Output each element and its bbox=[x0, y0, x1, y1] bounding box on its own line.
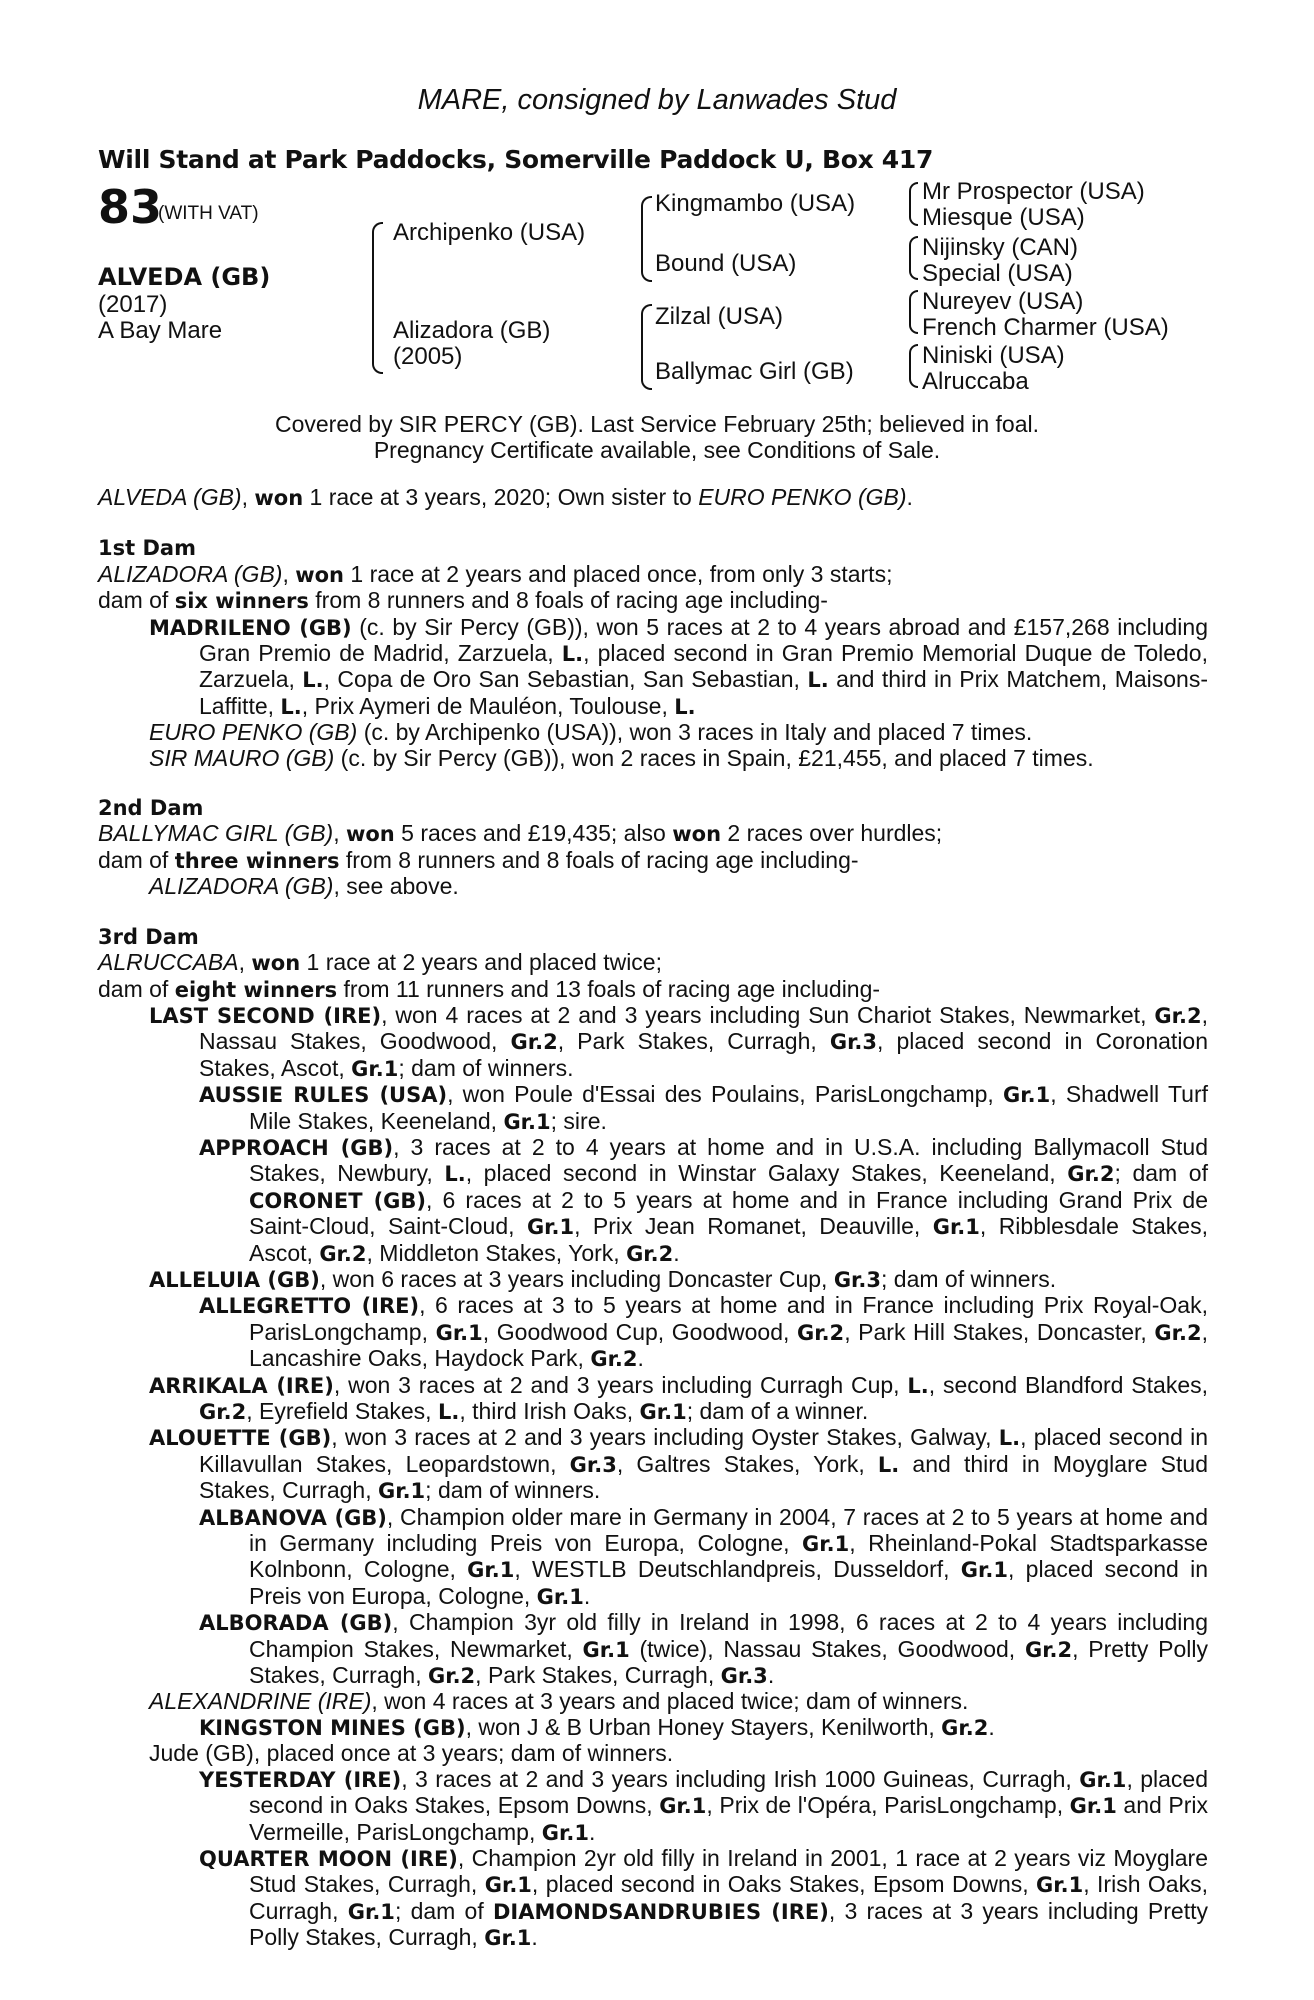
pedigree-sire: Archipenko (USA) bbox=[393, 219, 586, 246]
covered-line-2: Pregnancy Certificate available, see Conditions of Sale. bbox=[373, 437, 941, 463]
entry-sir-mauro: SIR MAURO (GB) (c. by Sir Percy (GB)), won 2 races in Spain, £21,455, and placed 7 times. bbox=[149, 744, 1094, 771]
first-dam-produce: dam of six winners from 8 runners and 8 foals of racing age including- bbox=[98, 587, 828, 614]
entry-arrikala: ARRIKALA (IRE), won 3 races at 2 and 3 years including Curragh Cup, L., second Blandford Stakes, Gr.2, Eyrefield Stakes, L., third Irish Oaks, Gr.1; dam of a winner. bbox=[149, 1371, 1209, 1424]
entry-alborada: ALBORADA (GB), Champion 3yr old filly in Ireland in 1998, 6 races at 2 to 4 years including Champion Stakes, Newmarket, Gr.1 (twice), Nassau Stakes, Goodwood, Gr.2, Pretty Polly Stakes, Curragh, Gr.2, Park Stakes, Curragh, Gr.3. bbox=[199, 1609, 1208, 1689]
covered-line-1: Covered by SIR PERCY (GB). Last Service February 25th; believed in foal. bbox=[274, 411, 1040, 437]
pedigree-g1: Mr Prospector (USA) bbox=[922, 178, 1145, 205]
pedigree-g8: Alruccaba bbox=[922, 368, 1029, 395]
entry-alexandrine: ALEXANDRINE (IRE), won 4 races at 3 years and placed twice; dam of winners. bbox=[149, 1688, 969, 1715]
page-title: MARE, consigned by Lanwades Stud bbox=[417, 84, 897, 116]
pedigree-g5: Nureyev (USA) bbox=[922, 288, 1084, 315]
entry-last-second: LAST SECOND (IRE), won 4 races at 2 and 3 years including Sun Chariot Stakes, Newmarket, Gr.2, Nassau Stakes, Goodwood, Gr.2, Park Stakes, Curragh, Gr.3, placed second in Coronation Stakes, Ascot, Gr.1; dam of winners. bbox=[149, 1001, 1209, 1081]
horse-year: (2017) bbox=[98, 291, 168, 318]
entry-alleluia: ALLELUIA (GB), won 6 races at 3 years including Doncaster Cup, Gr.3; dam of winners. bbox=[149, 1265, 1057, 1292]
entry-madrileno: MADRILENO (GB) (c. by Sir Percy (GB)), won 5 races at 2 to 4 years abroad and £157,268 including Gran Premio de Madrid, Zarzuela, L., placed second in Gran Premio Memorial Duque de Toledo, Zarzuela, L., Copa de Oro San Sebastian, San Sebastian, L. and third in Prix Matchem, Maisons-Laffitte, L., Prix Aymeri de Mauléon, Toulouse, L. bbox=[149, 613, 1209, 719]
entry-aussie-rules: AUSSIE RULES (USA), won Poule d'Essai des Poulains, ParisLongchamp, Gr.1, Shadwell Turf Mile Stakes, Keeneland, Gr.1; sire. bbox=[199, 1081, 1208, 1134]
pedigree-dam-year: (2005) bbox=[393, 343, 463, 370]
lot-number: 83 bbox=[98, 180, 163, 234]
pedigree-bracket-1 bbox=[372, 222, 383, 374]
entry-quarter-moon: QUARTER MOON (IRE), Champion 2yr old filly in Ireland in 2001, 1 race at 2 years viz Moyglare Stud Stakes, Curragh, Gr.1, placed second in Oaks Stakes, Epsom Downs, Gr.1, Irish Oaks, Curragh, Gr.1; dam of DIAMONDSANDRUBIES (IRE), 3 races at 3 years including Pretty Polly Stakes, Curragh, Gr.1. bbox=[199, 1844, 1209, 1951]
entry-euro-penko: EURO PENKO (GB) (c. by Archipenko (USA)), won 3 races in Italy and placed 7 times. bbox=[149, 719, 1033, 746]
second-dam-heading: 2nd Dam bbox=[98, 796, 204, 821]
entry-approach: APPROACH (GB), 3 races at 2 to 4 years at home and in U.S.A. including Ballymacoll Stud Stakes, Newbury, L., placed second in Winstar Galaxy Stakes, Keeneland, Gr.2; dam of CORONET (GB), 6 races at 2 to 5 years at home and in France including Grand Prix de Saint-Cloud, Saint-Cloud, Gr.1, Prix Jean Romanet, Deauville, Gr.1, Ribblesdale Stakes, Ascot, Gr.2, Middleton Stakes, York, Gr.2. bbox=[199, 1133, 1208, 1266]
produce-record bbox=[98, 485, 1208, 1952]
pedigree-sire-dam: Bound (USA) bbox=[655, 250, 797, 277]
horse-name: ALVEDA (GB) bbox=[98, 263, 271, 291]
pedigree-g6: French Charmer (USA) bbox=[922, 314, 1169, 341]
third-dam-produce: dam of eight winners from 11 runners and 13 foals of racing age including- bbox=[98, 975, 881, 1002]
pedigree-bracket-g3 bbox=[909, 290, 918, 334]
first-dam-line: ALIZADORA (GB), won 1 race at 2 years and placed once, from only 3 starts; bbox=[98, 560, 893, 587]
entry-albanova: ALBANOVA (GB), Champion older mare in Germany in 2004, 7 races at 2 to 5 years at home and in Germany including Preis von Europa, Cologne, Gr.1, Rheinland-Pokal Stadtsparkasse Kolnbonn, Cologne, Gr.1, WESTLB Deutschlandpreis, Dusseldorf, Gr.1, placed second in Preis von Europa, Cologne, Gr.1. bbox=[199, 1503, 1209, 1609]
second-dam-produce: dam of three winners from 8 runners and 8 foals of racing age including- bbox=[98, 846, 859, 873]
entry-allegretto: ALLEGRETTO (IRE), 6 races at 3 to 5 years at home and in France including Prix Royal-Oak, ParisLongchamp, Gr.1, Goodwood Cup, Goodwood, Gr.2, Park Hill Stakes, Doncaster, Gr.2, Lancashire Oaks, Haydock Park, Gr.2. bbox=[199, 1292, 1208, 1372]
pedigree-bracket-dam bbox=[641, 304, 652, 390]
stand-location: Will Stand at Park Paddocks, Somerville Paddock U, Box 417 bbox=[98, 145, 934, 174]
entry-kingston-mines: KINGSTON MINES (GB), won J & B Urban Honey Stayers, Kenilworth, Gr.2. bbox=[199, 1713, 995, 1740]
pedigree-dam-dam: Ballymac Girl (GB) bbox=[655, 358, 854, 385]
pedigree-dam-sire: Zilzal (USA) bbox=[655, 303, 784, 330]
intro-paragraph: ALVEDA (GB), won 1 race at 3 years, 2020; Own sister to EURO PENKO (GB). bbox=[98, 484, 913, 510]
pedigree-g4: Special (USA) bbox=[922, 260, 1073, 287]
entry-alouette: ALOUETTE (GB), won 3 races at 2 and 3 years including Oyster Stakes, Galway, L., placed second in Killavullan Stakes, Leopardstown, Gr.3, Galtres Stakes, York, L. and third in Moyglare Stud Stakes, Curragh, Gr.1; dam of winners. bbox=[149, 1424, 1209, 1504]
pedigree-sire-sire: Kingmambo (USA) bbox=[655, 190, 856, 217]
entry-jude: Jude (GB), placed once at 3 years; dam of winners. bbox=[149, 1740, 674, 1767]
lot-vat-note: (WITH VAT) bbox=[158, 203, 259, 224]
pedigree-g2: Miesque (USA) bbox=[922, 204, 1085, 231]
horse-description: A Bay Mare bbox=[98, 317, 223, 344]
pedigree-bracket-sire bbox=[641, 196, 652, 282]
pedigree-g3: Nijinsky (CAN) bbox=[922, 234, 1078, 261]
pedigree-dam: Alizadora (GB) bbox=[393, 317, 551, 344]
third-dam-heading: 3rd Dam bbox=[98, 924, 199, 949]
entry-yesterday: YESTERDAY (IRE), 3 races at 2 and 3 years including Irish 1000 Guineas, Curragh, Gr.1, placed second in Oaks Stakes, Epsom Downs, Gr.1, Prix de l'Opéra, ParisLongchamp, Gr.1 and Prix Vermeille, ParisLongchamp, Gr.1. bbox=[199, 1765, 1209, 1845]
pedigree-bracket-g1 bbox=[909, 182, 918, 226]
pedigree-bracket-g2 bbox=[909, 236, 918, 280]
pedigree-g7: Niniski (USA) bbox=[922, 342, 1065, 369]
third-dam-line: ALRUCCABA, won 1 race at 2 years and placed twice; bbox=[98, 949, 662, 976]
pedigree-bracket-g4 bbox=[909, 344, 918, 388]
entry-alizadora: ALIZADORA (GB), see above. bbox=[149, 873, 459, 900]
first-dam-heading: 1st Dam bbox=[98, 536, 196, 561]
second-dam-line: BALLYMAC GIRL (GB), won 5 races and £19,435; also won 2 races over hurdles; bbox=[98, 820, 943, 847]
